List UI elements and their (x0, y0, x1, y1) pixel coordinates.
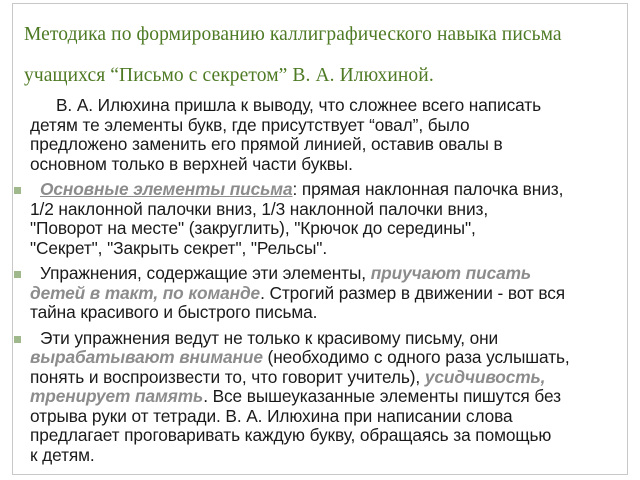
p4-line-2-text: (необходимо с одного раза услышать, (262, 347, 570, 367)
p4-line-5: отрыва руки от тетради. В. А. Илюхина при написании слова (30, 405, 513, 426)
p4-line-1: Эти упражнения ведут не только к красивому письму, они (40, 327, 499, 348)
p4-line-7: к детям. (30, 444, 95, 465)
p3-line-1-text: Упражнения, содержащие эти элементы, (40, 263, 371, 283)
highlight-phrase: тренирует память (30, 386, 204, 406)
title-line-1: Методика по формированию каллиграфического навыка письма (24, 24, 562, 45)
p2-line-1-rest: : прямая наклонная палочка вниз, (292, 179, 564, 199)
paragraph-2 (30, 180, 610, 258)
p4-line-6: предлагает проговаривать каждую букву, обращаясь за помощью (30, 425, 552, 445)
p3-line-2-text: . Строгий размер в движении - вот вся (260, 282, 566, 303)
p1-line-3: предложено заменить его прямой линией, оставив овалы в (30, 134, 503, 154)
bullet-marker (14, 336, 21, 343)
p4-line-2 (30, 348, 610, 368)
highlight-phrase: приучают писать (370, 263, 532, 283)
p3-line-3: тайна красивого и быстрого письма. (30, 302, 318, 322)
p2-line-1 (30, 180, 610, 200)
highlight-term: Основные элементы письма (40, 179, 293, 199)
p2-line-4: "Секрет", "Закрыть секрет", "Рельсы". (30, 237, 328, 258)
p4-line-3 (30, 368, 610, 388)
highlight-phrase: вырабатывают внимание (30, 347, 263, 367)
slide-body (30, 96, 610, 471)
paragraph-3 (30, 264, 610, 323)
p1-line-1: В. А. Илюхина пришла к выводу, что сложнее всего написать (56, 95, 541, 115)
bullet-marker (14, 187, 21, 194)
p2-line-3: "Поворот на месте" (закруглить), "Крючок до середины", (30, 218, 476, 238)
p2-line-2: 1/2 наклонной палочки вниз, 1/3 наклонной палочки вниз, (30, 198, 489, 219)
p1-line-2: детям те элементы букв, где присутствует “овал”, было (30, 114, 470, 135)
highlight-phrase: усидчивость, (424, 366, 546, 387)
p4-line-3-text: понять и воспроизвести то, что говорит учитель), (30, 366, 425, 387)
highlight-phrase: детей в такт, по команде (30, 282, 261, 303)
paragraph-1 (30, 96, 610, 174)
p4-line-4 (30, 387, 610, 407)
p1-line-4: основном только в верхней части буквы. (30, 153, 353, 174)
paragraph-4 (30, 329, 610, 466)
slide-title (24, 14, 624, 96)
title-line-2: учащихся “Письмо с секретом” В. А. Илюхиной. (24, 65, 434, 86)
p3-line-2 (30, 284, 610, 304)
p4-line-4-text: . Все вышеуказанные элементы пишутся без (203, 386, 561, 406)
p3-line-1 (30, 264, 610, 284)
bullet-marker (14, 271, 21, 278)
